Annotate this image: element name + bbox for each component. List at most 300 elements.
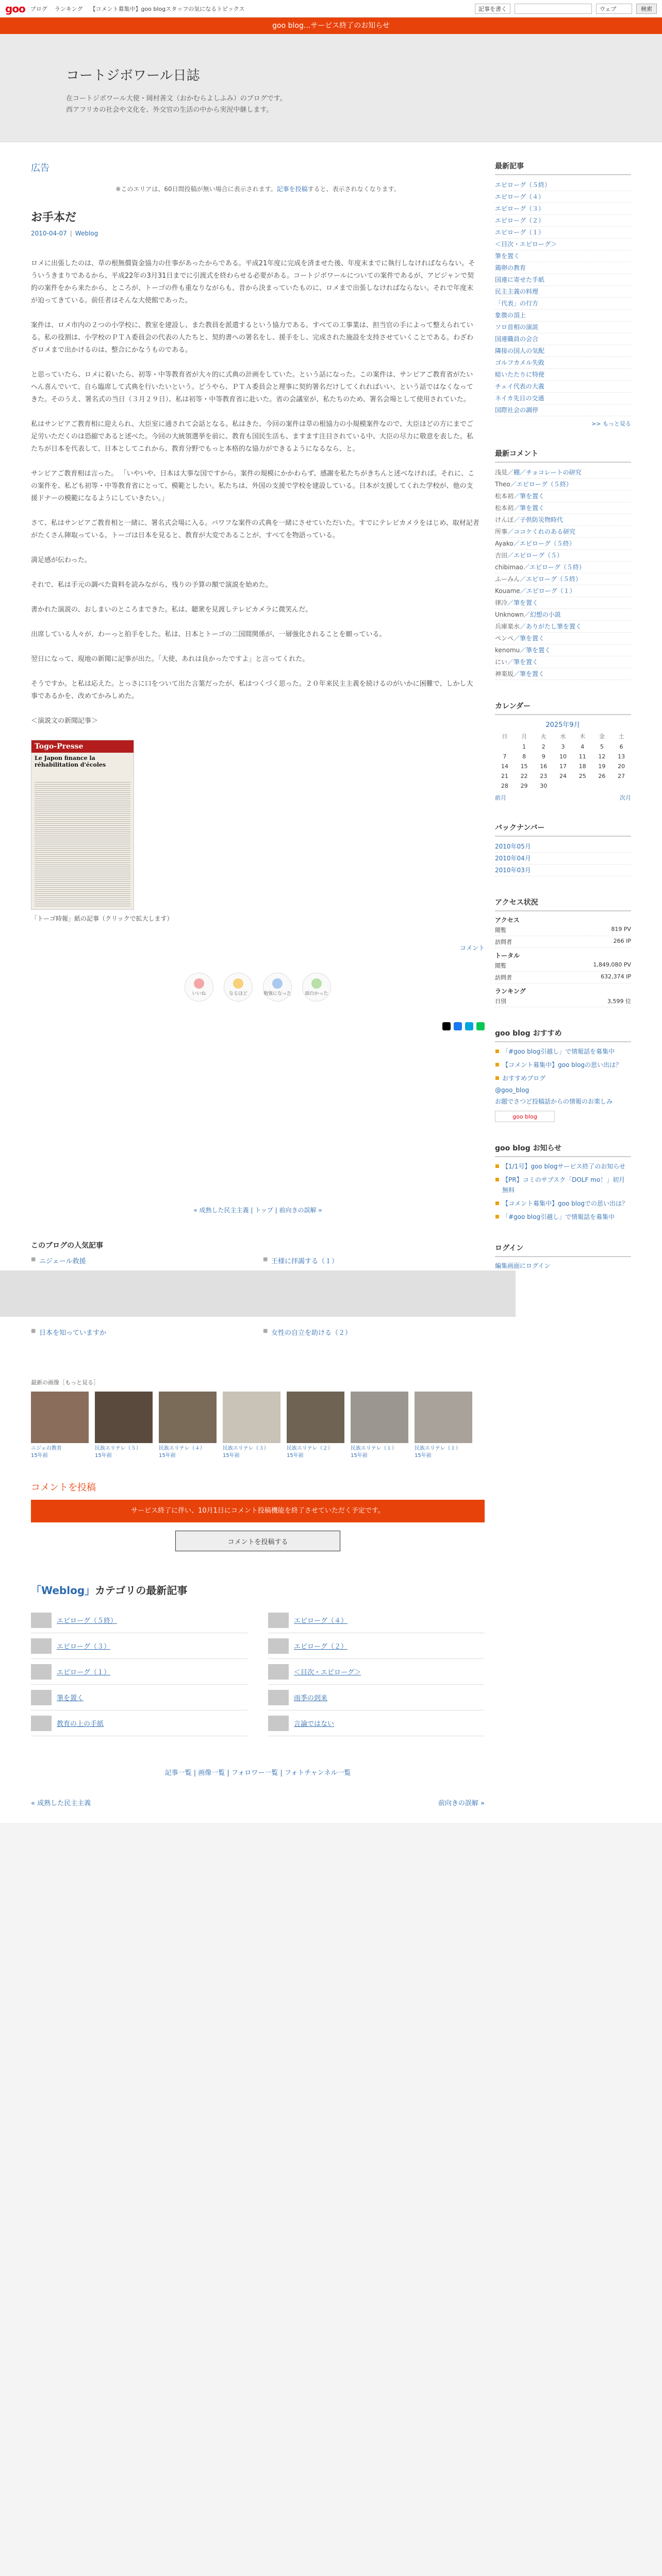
- access-heading: ランキング: [495, 988, 526, 995]
- comment-author: Unknown: [495, 611, 524, 618]
- line-share-icon[interactable]: [476, 1022, 485, 1030]
- top-link[interactable]: トップ: [255, 1207, 273, 1214]
- sidebar-title: バックナンバー: [495, 822, 631, 837]
- recent-thumb[interactable]: [351, 1392, 408, 1460]
- footer-index-links[interactable]: 記事一覧 | 画像一覧 | フォロワー一覧 | フォトチャンネル一覧: [164, 1769, 351, 1777]
- entry-category-link[interactable]: Weblog: [75, 230, 98, 237]
- news-link[interactable]: ■ 【PR】コミのサブスク「DOLF mo！」初月無料: [495, 1175, 631, 1195]
- category-item-title: エピローグ（３）: [57, 1643, 111, 1651]
- category-item-title: 言論ではない: [294, 1720, 335, 1728]
- category-item-title: エピローグ（４）: [294, 1617, 348, 1625]
- sidebar-title: goo blog お知らせ: [495, 1143, 631, 1157]
- x-share-icon[interactable]: [442, 1022, 451, 1030]
- book-icon: [272, 978, 283, 989]
- category-item-thumb: [31, 1638, 52, 1654]
- category-latest-list: [31, 1607, 485, 1736]
- access-label: 訪問者: [495, 974, 512, 981]
- sidebar-recent-item[interactable]: エピローグ（１）: [495, 227, 631, 239]
- category-item-thumb: [31, 1690, 52, 1705]
- sidebar-recent-item[interactable]: 暗いたたりに特使: [495, 369, 631, 381]
- calendar-grid: [495, 732, 631, 789]
- entry-paragraph: 書かれた演説の、おしまいのところまできた。私は、聴衆を見渡しテレビカメラに微笑んだ。: [31, 606, 312, 614]
- comment-link[interactable]: コメント: [459, 944, 485, 952]
- newspaper-headline: Le Japon finance la réhabilitation d'écoles: [35, 755, 106, 768]
- comment-end-notice[interactable]: サービス終了に伴い、10月1日にコメント投稿機能を終了させていただく予定です。: [31, 1500, 485, 1522]
- recent-images-label[interactable]: 最新の画像［もっと見る］: [31, 1379, 99, 1386]
- sidebar-comment-item: 神楽坂／筆を置く: [495, 668, 631, 680]
- category-item-thumb: [31, 1716, 52, 1731]
- reaction-learned-button[interactable]: [263, 973, 292, 1002]
- ad-label: 広告: [31, 163, 49, 174]
- access-row: [495, 936, 631, 948]
- post-comment-button[interactable]: コメントを投稿する: [175, 1531, 340, 1551]
- sidebar-comment-item: 松本初／筆を置く: [495, 490, 631, 502]
- newspaper-masthead: Togo-Presse: [31, 740, 134, 753]
- news-link[interactable]: ■ 【1/1号】goo blogサービス終了のお知らせ: [495, 1161, 631, 1172]
- thumb-image: [415, 1392, 472, 1443]
- calendar-day: 26: [598, 773, 606, 779]
- calendar-day: 23: [540, 773, 548, 779]
- thumb-image: [287, 1392, 344, 1443]
- comment-entry-link[interactable]: エピローグ（５終）: [526, 575, 582, 583]
- category-item[interactable]: [31, 1685, 247, 1710]
- comment-entry-link[interactable]: 子供防災物時代: [520, 516, 564, 523]
- login-link[interactable]: 編集画面にログイン: [495, 1262, 551, 1269]
- recommend-note[interactable]: お題でさつど投稿話からの情報のお楽しみ: [495, 1098, 613, 1105]
- sidebar-comment-item: 律冷／筆を置く: [495, 597, 631, 609]
- comment-entry-link[interactable]: 筆を置く: [520, 635, 545, 642]
- entry-paragraph: ロメに出張したのは、草の根無償資金協力の仕事があったからである。平成21年度に完成を済ませた後、年度末までに執行しなければならない。そういうきまりであるから、平成22年の3月31日までに引渡式を終わらせる必要がある。コートジボワールについての案件であるが、アビジャンで契約の案件をから来たから、ところが、トーゴの件も重なりながらも、昔から決まっていたものに、ロメまで出張しなければならない。それで年度末が迫ってきている。前任者はそんな大使館であった。: [31, 260, 475, 304]
- calendar-weekday: 月: [521, 733, 527, 740]
- entry-meta: 2010-04-07 | Weblog: [31, 230, 98, 237]
- thumb-image: [95, 1392, 153, 1443]
- entry-paragraph: 私はサンビアご教育相に迎えられ、大臣室に通されて会話となる。私はきた、今回の案件は草の根協力の小規模案件なので、大臣ほどの方にまでご足労いただくのは恐縮であると述べた。今回の大統領選挙を前に、教育も国民生活も、ますます注目されている中、大臣の尽力に敬意を表した。私たちが日本を代表して、日本としてこれから、教育分野でもっと本格的な協力ができるようになるなら、と。: [31, 420, 474, 453]
- category-item-title: エピローグ（２）: [294, 1643, 348, 1651]
- reaction-label: 勉強になった: [263, 991, 292, 996]
- sidebar: [495, 142, 631, 1823]
- comment-author: ペンペ: [495, 635, 514, 642]
- main-column: [31, 142, 485, 1823]
- recent-thumb[interactable]: [415, 1392, 472, 1460]
- goo-nav-links: [30, 5, 245, 13]
- image-caption: 「トーゴ時報」紙の記事（クリックで拡大します）: [31, 915, 173, 922]
- calendar-prev-link[interactable]: 前月: [495, 794, 506, 801]
- entry-paragraph: ＜演説文の新聞記事＞: [31, 717, 98, 725]
- calendar-weekday: 日: [502, 733, 508, 740]
- entry-pager: « 成熟した民主主義 | トップ | 前向きの誤解 »: [193, 1207, 322, 1214]
- thumb-title: 民族エリテレ（４）: [159, 1446, 205, 1451]
- sidebar-recent-item[interactable]: 鶏卵の教育: [495, 262, 631, 274]
- sidebar-recent-list: [495, 179, 631, 416]
- sidebar-title: 最新記事: [495, 161, 631, 175]
- recent-thumb[interactable]: [95, 1392, 153, 1460]
- recent-images: [31, 1392, 485, 1460]
- backnumber-item[interactable]: 2010年04月: [495, 853, 631, 865]
- access-label: 日別: [495, 998, 506, 1005]
- calendar-day: 28: [501, 783, 508, 789]
- comment-author: けんぼ: [495, 516, 514, 523]
- entry-paragraph: そうですか。と私は応えた。とっさに口をついて出た言葉だったが、私はつくづく思った。２０年来民主主義を続けるのがいかに困難で、しかし大事であるかを、改めてかみしめた。: [31, 680, 473, 700]
- sidebar-recent: [495, 161, 631, 428]
- entry-paragraph: さて、私はサンビアご教育相と一緒に、署名式会場に入る。パワフな案件の式典を一緒にさせていただいた。すでにテレビカメラをはじめ、取材記者がたくさん陣取っている。トーゴは日本を見ると、教育が大変であることが、すべてを物語っている。: [31, 519, 479, 539]
- access-heading: トータル: [495, 952, 520, 959]
- reaction-label: なるほど: [228, 991, 247, 996]
- reaction-label: いいね: [192, 991, 206, 996]
- calendar-day: 29: [520, 783, 528, 789]
- access-value: 266 IP: [613, 938, 631, 944]
- sidebar-recent-item[interactable]: ＜目次・エピローグ＞: [495, 239, 631, 250]
- comment-author: Theo: [495, 481, 510, 488]
- category-item[interactable]: [268, 1659, 485, 1685]
- category-item-thumb: [31, 1613, 52, 1628]
- facebook-share-icon[interactable]: [454, 1022, 462, 1030]
- backnumber-list: [495, 841, 631, 876]
- comment-author: 律冷: [495, 599, 508, 606]
- comment-author: 松本初: [495, 493, 514, 500]
- calendar-weekday: 火: [540, 733, 547, 740]
- calendar-day: 19: [598, 763, 606, 770]
- category-item-thumb: [268, 1690, 289, 1705]
- comment-entry-link[interactable]: エピローグ（５終）: [529, 564, 585, 571]
- category-item-title: 教育の上の手紙: [57, 1720, 104, 1728]
- popular-list: [31, 1327, 485, 1337]
- sidebar-recent-item[interactable]: 国際社会の調停: [495, 404, 631, 416]
- sidebar-recent-item[interactable]: 象徴の頂上: [495, 310, 631, 321]
- calendar-day: 25: [578, 773, 586, 779]
- entry-body: [31, 258, 485, 727]
- comment-author: 神楽坂: [495, 670, 514, 677]
- calendar-day: [495, 743, 515, 750]
- calendar-day: 27: [618, 773, 625, 779]
- calendar-day: 5: [600, 743, 604, 750]
- next-entry-link[interactable]: 前向きの誤解 »: [279, 1207, 322, 1214]
- access-heading: アクセス: [495, 917, 520, 924]
- access-row: [495, 995, 631, 1007]
- calendar-weekday: 水: [560, 733, 566, 740]
- goo-link-topics[interactable]: 【コメント募集中】goo blogスタッフの気になるトピックス: [90, 5, 245, 12]
- popular-item[interactable]: ■ 女性の自立を助ける（２）: [263, 1327, 485, 1337]
- sidebar-comment-item: Ayako／エピローグ（５終）: [495, 538, 631, 550]
- category-item[interactable]: [268, 1685, 485, 1710]
- popular-item[interactable]: ■ ニジェール救援: [31, 1256, 253, 1265]
- search-button[interactable]: 検索: [636, 4, 657, 14]
- blog-title[interactable]: コートジボワール日誌: [66, 68, 200, 83]
- thumb-title: 民族エリテレ（５）: [95, 1446, 141, 1451]
- thumb-date: 15年前: [159, 1453, 176, 1459]
- smile-icon: [311, 978, 322, 989]
- comment-entry-link[interactable]: エピローグ（５終）: [519, 540, 575, 547]
- sidebar-title: ログイン: [495, 1243, 631, 1257]
- goo-link-blog[interactable]: ブログ: [30, 5, 47, 12]
- footer-next-link[interactable]: 前向きの誤解 »: [438, 1800, 485, 1807]
- footer-prev-link[interactable]: « 成熟した民主主義: [31, 1800, 91, 1807]
- sidebar-recent-item[interactable]: 国連職員の会合: [495, 333, 631, 345]
- backnumber-item[interactable]: 2010年05月: [495, 841, 631, 853]
- reaction-fun-button[interactable]: [302, 973, 331, 1002]
- thumb-date: 15年前: [31, 1453, 48, 1459]
- entry-title[interactable]: お手本だ: [31, 211, 77, 224]
- entry-date: 2010-04-07: [31, 230, 67, 237]
- footer-pager: [31, 1798, 485, 1807]
- category-name[interactable]: 「Weblog」: [31, 1584, 95, 1597]
- thumb-title: 民族エリテレ（１）: [351, 1446, 397, 1451]
- goo-link-ranking[interactable]: ランキング: [54, 5, 83, 12]
- recommend-link[interactable]: ■ 【コメント募集中】goo blogの思い出は？: [495, 1060, 631, 1070]
- calendar-day: 9: [541, 753, 545, 760]
- calendar-day: 11: [578, 753, 586, 760]
- calendar-day: 17: [559, 763, 567, 770]
- goo-top-bar: [0, 0, 662, 18]
- sidebar-recent-item[interactable]: ネイカ先日の交通: [495, 393, 631, 404]
- category-item-title: 筆を置く: [57, 1694, 84, 1702]
- sidebar-recent-item[interactable]: エピローグ（３）: [495, 203, 631, 215]
- comment-author: 吉田: [495, 552, 508, 559]
- category-item-title: エピローグ（５終）: [57, 1617, 118, 1625]
- reaction-label: 面白かった: [305, 991, 328, 996]
- comment-entry-link[interactable]: 筆を置く: [520, 493, 545, 500]
- comment-entry-link[interactable]: ココケくれのある研究: [514, 528, 576, 535]
- reaction-like-button[interactable]: [185, 973, 213, 1002]
- calendar-next-link[interactable]: 次月: [620, 794, 631, 801]
- category-item[interactable]: [268, 1633, 485, 1659]
- sidebar-recent-item[interactable]: 隣接の国人の気配: [495, 345, 631, 357]
- search-scope-select[interactable]: ウェブ: [596, 4, 632, 14]
- category-item[interactable]: [31, 1633, 247, 1659]
- reaction-agree-button[interactable]: [224, 973, 253, 1002]
- comment-entry-link[interactable]: エピローグ（５）: [514, 552, 564, 559]
- calendar-weekday: 土: [618, 733, 624, 740]
- thumb-date: 15年前: [287, 1453, 304, 1459]
- calendar-day: 30: [540, 783, 548, 789]
- calendar-day: 1: [522, 743, 526, 750]
- category-item[interactable]: [31, 1659, 247, 1685]
- search-input[interactable]: [515, 4, 592, 14]
- entry-paragraph: 案件は、ロメ市内の２つの小学校に、教室を建設し、また教員を派遣するという協力である。すべての工事業は、担当官の手によって整えられている。私の役割は、小学校のＰＴＡ委員会の代表の人たちと、契約書への署名をし、援手をし、完成された施設を支持させていくことである。わざわざロメまで出かけるのは、整合にかなうものである。: [31, 321, 474, 354]
- blog-header: [0, 34, 662, 142]
- comment-author: ふーみん: [495, 575, 520, 583]
- category-item-thumb: [268, 1613, 289, 1628]
- access-value: 3,599 位: [607, 998, 631, 1005]
- popular-list: [31, 1256, 485, 1265]
- reaction-buttons: [31, 973, 485, 1002]
- goo-logo[interactable]: goo: [5, 2, 25, 15]
- sidebar-recent-item[interactable]: チェイ代表の大義: [495, 381, 631, 393]
- page-body: [0, 142, 662, 1823]
- sidebar-access: [495, 897, 631, 1007]
- comment-entry-link[interactable]: 筆を置く: [514, 658, 539, 666]
- sidebar-comment-item: 浅見／棚／チョコレートの研究: [495, 467, 631, 479]
- sidebar-recent-item[interactable]: 民主主義の料理: [495, 286, 631, 298]
- entry-paragraph: サンビアご教育相は言った。 「いやいや、日本は大事な国ですから。案件の規模にかかわらず、感謝を私たちがきちんと述べなければ。それに、この案件を、私ども初等・中等教育省にとって、模範としたい。私たちは、外国の支援で学校を建設している。日本が支援してくれた学校が、他の支援ドナーの模範になるようにしていきたい。」: [31, 470, 475, 502]
- backnumber-item[interactable]: 2010年03月: [495, 865, 631, 876]
- popular-item[interactable]: ■ 日本を知っていますか: [31, 1327, 253, 1337]
- recent-thumb[interactable]: [223, 1392, 280, 1460]
- thumb-title: 民族エリテレ（１）: [415, 1446, 461, 1451]
- entry-paragraph: 出席している人々が、わーっと拍手をした。私は、日本とトーゴの二国間関係が、一層強化されることを願っている。: [31, 631, 386, 638]
- category-item-thumb: [31, 1664, 52, 1680]
- comment-author: 所事: [495, 528, 508, 535]
- recommend-link[interactable]: ■ 「#goo blog引越し」で情報話を募集中: [495, 1046, 631, 1057]
- blog-desc-line: 在コートジボワール大使・岡村善文（おかむらよしふみ）のブログです。: [66, 95, 287, 103]
- blog-desc-line: 西アフリカの社会や文化を、外交官の生活の中から実況中継します。: [66, 106, 273, 114]
- calendar-weekday: 木: [580, 733, 586, 740]
- calendar-month: 2025年9月: [545, 721, 581, 729]
- blog-description: [66, 93, 427, 116]
- thumb-image: [31, 1392, 89, 1443]
- share-buttons: [31, 1022, 485, 1030]
- twitter-link[interactable]: @goo_blog: [495, 1087, 529, 1094]
- comment-author: にい: [495, 658, 508, 666]
- comment-entry-link[interactable]: エピローグ（１）: [526, 587, 576, 595]
- access-label: 閲覧: [495, 962, 506, 969]
- sidebar-comment-item: chibimao／エピローグ（５終）: [495, 562, 631, 573]
- access-row: [495, 972, 631, 984]
- category-item-title: エピローグ（１）: [57, 1669, 111, 1676]
- sidebar-recommend: [495, 1028, 631, 1122]
- comment-entry-link[interactable]: 棚／チョコレートの研究: [514, 469, 582, 476]
- sidebar-recent-item[interactable]: エピローグ（２）: [495, 215, 631, 227]
- sidebar-comment-item: 松本初／筆を置く: [495, 502, 631, 514]
- sidebar-comment-item: Theo／エピローグ（５終）: [495, 479, 631, 490]
- comment-entry-link[interactable]: 筆を置く: [520, 504, 545, 512]
- sidebar-comment-item: けんぼ／子供防災物時代: [495, 514, 631, 526]
- popular-item[interactable]: ■ 王様に拝謁する（１）: [263, 1256, 485, 1265]
- calendar-nav: [495, 793, 631, 802]
- comment-author: Ayako: [495, 540, 514, 547]
- sidebar-comment-item: ペンペ／筆を置く: [495, 633, 631, 645]
- comment-author: 松本初: [495, 504, 514, 512]
- hatena-share-icon[interactable]: [465, 1022, 473, 1030]
- calendar-day: 14: [501, 763, 508, 770]
- category-item[interactable]: [31, 1710, 247, 1736]
- entry-paragraph: と思っていたら、ロメに着いたら、初等・中等教育省が大々的に式典の計画をしていた。という話になった。この案件は、サンビアご教育省がたいへん喜んでいて、自ら臨席して式典を行いたいという。どうやら、ＰＴＡ委員会と理事に契約署名だけしてくれればいい、という話ではなくなってきた。そのうえ、署名式の当日（３月２９日）、私は初等・中等教育省に赴いた。省の会議室が、私たちのため、署名会場として使用されていた。: [31, 371, 473, 403]
- sidebar-comment-item: 吉田／エピローグ（５）: [495, 550, 631, 562]
- ad-post-link[interactable]: 記事を投稿: [276, 185, 308, 193]
- sidebar-comment-item: 兵庫楽水／ありがたし筆を置く: [495, 621, 631, 633]
- calendar-day: 6: [619, 743, 623, 750]
- sidebar-login: [495, 1243, 631, 1270]
- thumb-date: 15年前: [95, 1453, 112, 1459]
- sidebar-title: アクセス状況: [495, 897, 631, 911]
- comment-entry-link[interactable]: ありがたし筆を置く: [526, 623, 582, 630]
- news-link[interactable]: ■ 「#goo blog引越し」で情報話を募集中: [495, 1212, 631, 1222]
- sidebar-comment-item: ふーみん／エピローグ（５終）: [495, 573, 631, 585]
- category-latest-title: [31, 1582, 485, 1597]
- sidebar-more-link[interactable]: >> もっと見る: [591, 420, 631, 427]
- calendar-day: 21: [501, 773, 508, 779]
- thumb-image: [351, 1392, 408, 1443]
- sidebar-recent-item[interactable]: エピローグ（４）: [495, 191, 631, 203]
- calendar-day: 15: [520, 763, 528, 770]
- prev-entry-link[interactable]: « 成熟した民主主義: [193, 1207, 249, 1214]
- newspaper-image[interactable]: [31, 740, 134, 910]
- calendar-day: [592, 783, 612, 789]
- goo-blog-badge[interactable]: goo blog: [495, 1111, 555, 1122]
- calendar-day: 8: [522, 753, 526, 760]
- thumb-date: 15年前: [223, 1453, 240, 1459]
- thumb-image: [223, 1392, 280, 1443]
- comment-author: 兵庫楽水: [495, 623, 520, 630]
- service-end-notice[interactable]: goo blog...サービス終了のお知らせ: [0, 18, 662, 34]
- access-label: 閲覧: [495, 927, 506, 934]
- comment-entry-link[interactable]: 筆を置く: [526, 647, 551, 654]
- sidebar-title: 最新コメント: [495, 448, 631, 463]
- sidebar-comment-item: Unknown／幻想の小説: [495, 609, 631, 621]
- calendar-day: [553, 783, 573, 789]
- calendar-day: 18: [578, 763, 586, 770]
- calendar-day: 7: [503, 753, 507, 760]
- category-item-thumb: [268, 1638, 289, 1654]
- sidebar-news: [495, 1143, 631, 1222]
- newspaper-text-columns: [35, 782, 130, 906]
- write-post-button[interactable]: 記事を書く: [475, 4, 510, 14]
- sidebar-recent-item[interactable]: 筆を置く: [495, 250, 631, 262]
- category-item[interactable]: [268, 1710, 485, 1736]
- comment-entry-link[interactable]: エピローグ（５終）: [516, 481, 572, 488]
- calendar-day: 3: [561, 743, 565, 750]
- recent-thumb[interactable]: [31, 1392, 89, 1460]
- category-title-suffix: カテゴリの最新記事: [95, 1584, 188, 1597]
- thumb-title: 民族エリテレ（２）: [287, 1446, 333, 1451]
- recent-thumb[interactable]: [159, 1392, 217, 1460]
- recent-thumb[interactable]: [287, 1392, 344, 1460]
- sidebar-title: goo blog おすすめ: [495, 1028, 631, 1042]
- goo-right-tools: [475, 4, 657, 14]
- ad-placeholder-band: [0, 1270, 516, 1317]
- calendar-day: 2: [541, 743, 545, 750]
- category-item[interactable]: [31, 1607, 247, 1633]
- calendar-day: 4: [581, 743, 585, 750]
- sidebar-recent-item[interactable]: エピローグ（５終）: [495, 179, 631, 191]
- thumb-title: ニジェの教育: [31, 1446, 62, 1451]
- sidebar-recent-item[interactable]: 国連に寄せた手紙: [495, 274, 631, 286]
- calendar-day: [573, 783, 592, 789]
- access-row: [495, 924, 631, 936]
- comment-author: 浅見: [495, 469, 508, 476]
- sidebar-recent-item[interactable]: ソロ首相の演説: [495, 321, 631, 333]
- sidebar-comment-item: kenomu／筆を置く: [495, 645, 631, 656]
- thumb-date: 15年前: [351, 1453, 368, 1459]
- news-link[interactable]: ■ 【コメント募集中】goo blogでの思い出は？: [495, 1198, 631, 1209]
- sidebar-comment-list: [495, 467, 631, 680]
- comment-entry-link[interactable]: 筆を置く: [520, 670, 545, 677]
- entry-paragraph: 翌日になって、現地の新聞に記事が出た。「大使、あれは良かったですよ」と言ってくれた。: [31, 655, 309, 663]
- comment-entry-link[interactable]: 筆を置く: [514, 599, 539, 606]
- lightbulb-icon: [233, 978, 243, 989]
- recommend-link[interactable]: ■ おすすめブログ: [495, 1073, 631, 1083]
- calendar-day: 12: [598, 753, 606, 760]
- sidebar-recent-item[interactable]: ゴルフカメル失敗: [495, 357, 631, 369]
- ad-note-text: ※このエリアは、60日間投稿が無い場合に表示されます。: [115, 185, 277, 193]
- sidebar-recent-item[interactable]: 「代表」の行方: [495, 298, 631, 310]
- entry-paragraph: 満足感が伝わった。: [31, 556, 91, 564]
- comment-author: chibimao: [495, 564, 523, 571]
- category-item[interactable]: [268, 1607, 485, 1633]
- comment-entry-link[interactable]: 幻想の小説: [529, 611, 561, 618]
- sidebar-comments: [495, 448, 631, 680]
- sidebar-title: カレンダー: [495, 701, 631, 715]
- heart-icon: [194, 978, 204, 989]
- sidebar-comment-item: にい／筆を置く: [495, 656, 631, 668]
- access-value: 1,849,080 PV: [593, 961, 631, 968]
- calendar-day: 13: [618, 753, 625, 760]
- calendar-day: 24: [559, 773, 567, 779]
- access-row: [495, 960, 631, 972]
- category-item-thumb: [268, 1716, 289, 1731]
- category-item-title: ＜目次・エピローグ＞: [294, 1669, 361, 1676]
- ad-note: [31, 184, 485, 193]
- comment-post-title: コメントを投稿: [31, 1482, 96, 1493]
